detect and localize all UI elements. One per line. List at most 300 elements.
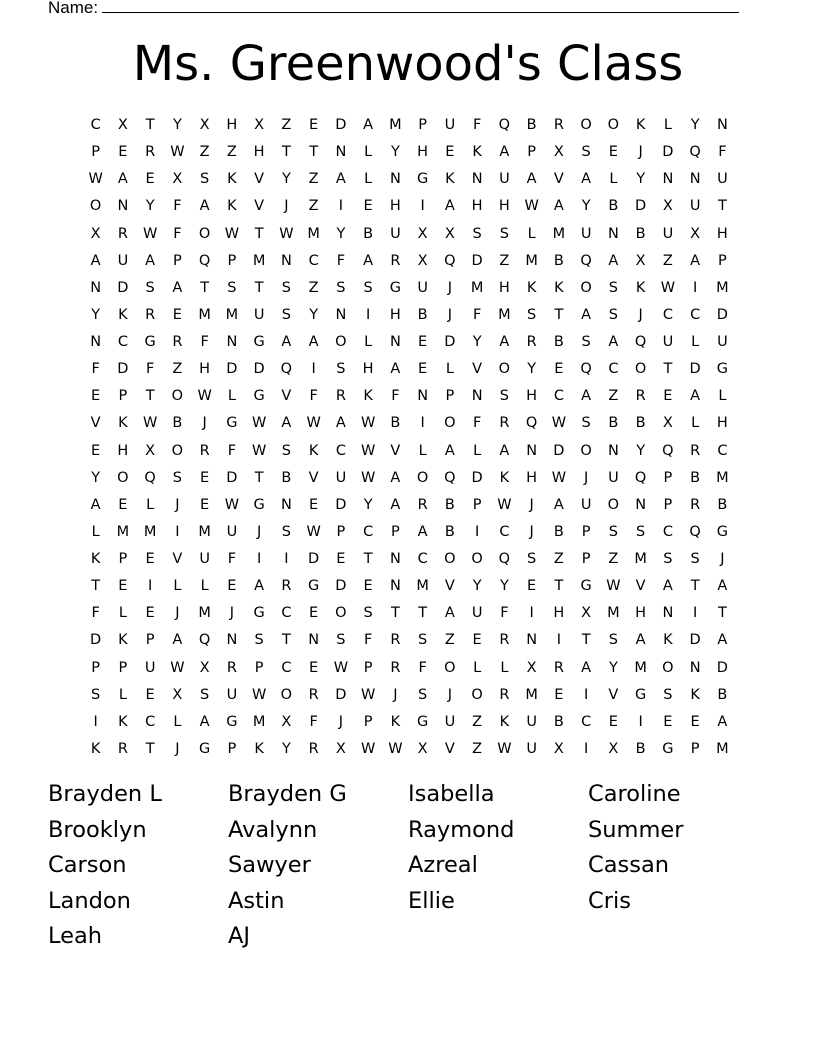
grid-cell: A — [390, 361, 401, 378]
grid-cell: B — [553, 713, 564, 730]
grid-cell: I — [474, 523, 480, 540]
grid-cell: V — [254, 171, 265, 188]
grid-cell: D — [471, 469, 483, 486]
grid-cell: Y — [172, 117, 182, 133]
grid-row — [82, 248, 736, 275]
grid-cell: G — [635, 686, 647, 703]
grid-row — [82, 356, 736, 383]
grid-cell: S — [581, 334, 591, 350]
grid-cell: D — [335, 686, 347, 703]
grid-row — [82, 573, 736, 600]
grid-cell: G — [226, 415, 238, 432]
grid-cell: U — [226, 523, 238, 540]
grid-cell: J — [447, 279, 453, 296]
grid-cell: J — [720, 551, 725, 567]
name-field — [48, 0, 739, 18]
grid-cell: E — [309, 117, 319, 133]
grid-cell: M — [716, 740, 729, 757]
grid-cell: S — [281, 442, 291, 459]
grid-cell: M — [634, 659, 647, 676]
grid-cell: L — [527, 225, 536, 242]
grid-cell: C — [281, 659, 292, 676]
grid-cell: L — [200, 578, 209, 595]
grid-cell: A — [581, 171, 592, 188]
grid-cell: U — [226, 686, 238, 703]
grid-cell: G — [253, 334, 265, 350]
grid-row — [82, 546, 736, 573]
grid-cell: S — [608, 279, 618, 296]
grid-cell: Z — [281, 117, 292, 133]
grid-cell: P — [418, 117, 427, 133]
grid-cell: G — [716, 523, 728, 540]
grid-cell: W — [306, 523, 321, 540]
grid-cell: L — [418, 442, 427, 459]
grid-cell: J — [175, 740, 180, 757]
grid-cell: D — [226, 361, 238, 378]
grid-cell: A — [363, 117, 374, 133]
word-list-item: Azreal — [408, 852, 478, 878]
grid-cell: N — [389, 578, 401, 595]
grid-cell: N — [526, 442, 538, 459]
grid-cell: G — [716, 361, 728, 378]
grid-cell: T — [418, 605, 428, 622]
grid-cell: Q — [580, 252, 592, 269]
grid-cell: W — [251, 415, 267, 432]
grid-cell: L — [364, 334, 373, 350]
grid-cell: B — [553, 252, 564, 269]
grid-cell: C — [581, 713, 592, 730]
grid-cell: G — [417, 713, 429, 730]
grid-cell: Y — [91, 306, 101, 323]
grid-cell: I — [311, 361, 316, 378]
grid-cell: D — [716, 659, 728, 676]
grid-cell: W — [306, 415, 321, 432]
grid-cell: H — [253, 144, 265, 161]
grid-cell: D — [335, 496, 347, 513]
grid-cell: F — [336, 252, 346, 269]
grid-cell: X — [417, 225, 428, 242]
grid-row — [82, 438, 736, 465]
grid-cell: I — [365, 306, 371, 323]
grid-cell: C — [717, 442, 728, 459]
grid-cell: Z — [444, 632, 455, 649]
grid-cell: R — [199, 442, 210, 459]
grid-cell: T — [717, 605, 727, 622]
grid-cell: C — [90, 117, 101, 133]
grid-cell: A — [717, 713, 728, 730]
grid-cell: T — [663, 361, 673, 378]
grid-cell: L — [691, 415, 700, 432]
grid-cell: Q — [198, 252, 211, 269]
grid-cell: O — [471, 551, 483, 567]
grid-cell: J — [638, 144, 643, 161]
grid-cell: N — [308, 632, 320, 649]
grid-cell: W — [88, 171, 103, 188]
grid-cell: I — [583, 740, 589, 757]
page-title: Ms. Greenwood's Class — [132, 36, 684, 92]
grid-cell: Z — [308, 198, 319, 215]
grid-cell: Z — [226, 144, 237, 161]
grid-cell: S — [636, 523, 646, 540]
grid-cell: D — [444, 334, 456, 350]
grid-cell: D — [471, 252, 483, 269]
grid-cell: M — [716, 469, 729, 486]
grid-cell: F — [91, 361, 100, 378]
grid-cell: T — [690, 578, 700, 595]
grid-cell: R — [226, 659, 237, 676]
grid-cell: C — [308, 252, 319, 269]
grid-cell: H — [389, 306, 401, 323]
grid-cell: A — [254, 578, 265, 595]
grid-cell: Z — [608, 551, 619, 567]
grid-cell: A — [172, 279, 183, 296]
grid-cell: T — [363, 551, 373, 567]
grid-cell: Z — [662, 252, 673, 269]
grid-cell: R — [499, 686, 510, 703]
grid-cell: E — [554, 686, 564, 703]
grid-cell: H — [362, 361, 374, 378]
grid-cell: M — [498, 306, 511, 323]
grid-cell: C — [117, 334, 128, 350]
grid-cell: U — [117, 252, 129, 269]
grid-cell: P — [445, 388, 455, 405]
grid-cell: M — [143, 523, 157, 540]
grid-cell: P — [91, 659, 100, 676]
grid-cell: S — [91, 686, 101, 703]
grid-cell: N — [471, 171, 483, 188]
grid-cell: J — [338, 713, 344, 730]
grid-cell: J — [529, 523, 534, 540]
grid-cell: T — [254, 225, 264, 242]
grid-cell: U — [526, 713, 537, 730]
grid-cell: Q — [198, 632, 211, 649]
grid-cell: U — [662, 225, 674, 242]
grid-cell: S — [336, 632, 346, 649]
grid-cell: C — [363, 523, 374, 540]
grid-cell: A — [90, 252, 101, 269]
grid-cell: W — [279, 225, 294, 242]
grid-cell: U — [717, 171, 728, 188]
grid-row — [82, 682, 736, 709]
grid-cell: P — [336, 523, 346, 540]
grid-cell: S — [200, 686, 210, 703]
grid-cell: Y — [636, 442, 646, 459]
grid-cell: U — [144, 659, 156, 676]
grid-cell: R — [690, 496, 701, 513]
grid-cell: Y — [527, 361, 537, 378]
grid-cell: T — [145, 388, 155, 405]
grid-cell: P — [527, 144, 536, 161]
grid-cell: H — [635, 605, 647, 622]
grid-cell: P — [363, 713, 373, 730]
grid-cell: Y — [608, 659, 618, 676]
grid-cell: Q — [444, 469, 456, 486]
grid-cell: U — [390, 225, 401, 242]
grid-cell: T — [554, 578, 564, 595]
word-list-item: Carson — [48, 852, 127, 878]
grid-cell: G — [389, 279, 401, 296]
grid-cell: B — [417, 306, 428, 323]
grid-row — [82, 139, 736, 166]
grid-cell: A — [417, 523, 428, 540]
grid-cell: F — [718, 144, 727, 161]
grid-cell: W — [197, 388, 212, 405]
grid-cell: Z — [308, 279, 319, 296]
grid-cell: L — [663, 117, 672, 133]
grid-cell: C — [281, 605, 292, 622]
grid-cell: H — [199, 361, 211, 378]
grid-cell: N — [662, 605, 674, 622]
grid-cell: P — [227, 740, 237, 757]
grid-cell: M — [525, 686, 538, 703]
grid-cell: S — [336, 279, 346, 296]
grid-cell: R — [417, 496, 428, 513]
grid-cell: M — [416, 578, 429, 595]
grid-cell: K — [227, 171, 237, 188]
grid-cell: S — [145, 279, 155, 296]
grid-cell: H — [526, 388, 538, 405]
grid-cell: Z — [472, 740, 483, 757]
grid-cell: S — [663, 686, 673, 703]
grid-cell: U — [335, 469, 347, 486]
grid-cell: U — [417, 279, 428, 296]
grid-cell: W — [388, 740, 403, 757]
grid-cell: A — [717, 632, 728, 649]
grid-cell: Z — [308, 171, 319, 188]
grid-cell: K — [445, 171, 455, 188]
grid-cell: U — [526, 740, 537, 757]
grid-cell: R — [499, 632, 510, 649]
grid-cell: T — [281, 144, 291, 161]
grid-cell: C — [662, 523, 673, 540]
grid-cell: B — [444, 523, 455, 540]
grid-cell: N — [471, 388, 483, 405]
grid-cell: C — [335, 442, 346, 459]
grid-cell: R — [390, 632, 401, 649]
grid-cell: J — [256, 523, 262, 540]
grid-cell: A — [553, 496, 564, 513]
word-list-item: Cris — [588, 887, 631, 914]
grid-cell: A — [390, 469, 401, 486]
grid-cell: D — [662, 144, 674, 161]
grid-cell: Z — [608, 388, 619, 405]
grid-cell: O — [171, 442, 184, 459]
grid-row — [82, 275, 736, 302]
grid-cell: Q — [580, 361, 592, 378]
grid-cell: X — [690, 225, 701, 242]
grid-cell: L — [691, 334, 700, 350]
grid-cell: S — [363, 605, 373, 622]
grid-cell: P — [145, 632, 155, 649]
grid-cell: O — [416, 469, 429, 486]
grid-cell: W — [224, 225, 240, 242]
grid-cell: T — [309, 144, 319, 161]
grid-cell: C — [690, 306, 701, 323]
grid-cell: K — [118, 306, 128, 323]
grid-cell: D — [226, 469, 238, 486]
grid-cell: Z — [553, 551, 564, 567]
grid-cell: U — [689, 198, 701, 215]
grid-cell: H — [117, 442, 129, 459]
grid-cell: L — [473, 659, 482, 676]
grid-cell: K — [118, 713, 128, 730]
grid-cell: V — [281, 388, 292, 405]
grid-cell: E — [363, 578, 373, 595]
grid-cell: S — [581, 415, 591, 432]
grid-cell: O — [171, 388, 184, 405]
grid-cell: G — [253, 605, 265, 622]
grid-cell: J — [202, 415, 207, 432]
grid-cell: L — [173, 578, 182, 595]
grid-cell: U — [580, 225, 592, 242]
grid-cell: M — [198, 306, 211, 323]
grid-cell: A — [499, 442, 510, 459]
grid-cell: A — [281, 334, 292, 350]
grid-cell: K — [635, 117, 646, 133]
grid-cell: A — [444, 442, 455, 459]
grid-cell: H — [226, 117, 238, 133]
grid-cell: I — [147, 578, 153, 595]
grid-cell: S — [608, 306, 618, 323]
grid-cell: J — [529, 496, 534, 513]
grid-cell: H — [471, 198, 483, 215]
grid-cell: E — [554, 361, 564, 378]
grid-cell: B — [608, 198, 619, 215]
grid-cell: E — [608, 144, 618, 161]
grid-cell: E — [445, 144, 455, 161]
grid-cell: M — [470, 279, 484, 296]
grid-cell: H — [417, 144, 429, 161]
grid-cell: H — [526, 469, 538, 486]
grid-cell: O — [634, 361, 647, 378]
grid-cell: A — [390, 496, 401, 513]
grid-cell: E — [608, 713, 618, 730]
grid-cell: V — [635, 578, 646, 595]
grid-cell: M — [389, 117, 402, 133]
grid-cell: I — [556, 632, 562, 649]
grid-cell: R — [526, 334, 537, 350]
grid-cell: O — [662, 659, 674, 676]
grid-cell: X — [199, 117, 210, 133]
grid-cell: V — [444, 578, 455, 595]
grid-cell: S — [418, 686, 428, 703]
grid-cell: S — [499, 388, 509, 405]
grid-cell: B — [526, 117, 537, 133]
grid-cell: X — [281, 713, 292, 730]
grid-cell: M — [252, 713, 266, 730]
grid-cell: O — [607, 496, 620, 513]
grid-cell: U — [444, 713, 456, 730]
grid-cell: S — [499, 225, 509, 242]
grid-cell: N — [335, 306, 347, 323]
name-underline — [102, 0, 739, 13]
grid-cell: W — [360, 442, 376, 459]
grid-cell: Y — [472, 334, 482, 350]
grid-cell: A — [117, 171, 128, 188]
grid-cell: W — [360, 415, 376, 432]
grid-cell: W — [551, 415, 567, 432]
grid-cell: P — [118, 551, 128, 567]
grid-cell: K — [554, 279, 564, 296]
grid-cell: R — [390, 659, 401, 676]
grid-cell: X — [90, 225, 101, 242]
grid-cell: D — [308, 551, 320, 567]
grid-cell: S — [418, 632, 428, 649]
grid-cell: W — [497, 740, 512, 757]
grid-cell: N — [389, 551, 401, 567]
word-list-item: Landon — [48, 887, 131, 914]
grid-cell: J — [175, 605, 180, 622]
grid-cell: K — [390, 713, 401, 730]
grid-cell: O — [117, 469, 129, 486]
grid-cell: I — [529, 605, 534, 622]
grid-cell: B — [363, 225, 374, 242]
grid-cell: D — [253, 361, 265, 378]
grid-cell: W — [333, 659, 349, 676]
grid-cell: L — [91, 523, 100, 540]
grid-cell: S — [472, 225, 482, 242]
grid-cell: D — [335, 578, 347, 595]
grid-cell: N — [90, 334, 102, 350]
grid-cell: S — [527, 551, 537, 567]
grid-row — [82, 736, 736, 763]
grid-cell: N — [716, 117, 728, 133]
grid-cell: N — [526, 632, 538, 649]
grid-cell: Q — [498, 117, 511, 133]
grid-cell: R — [553, 659, 564, 676]
grid-cell: N — [226, 632, 238, 649]
grid-cell: H — [498, 279, 510, 296]
grid-cell: F — [472, 415, 482, 432]
grid-cell: X — [172, 686, 183, 703]
grid-row — [82, 193, 736, 220]
grid-cell: O — [580, 442, 592, 459]
grid-cell: B — [690, 469, 701, 486]
grid-cell: Q — [689, 144, 701, 161]
grid-cell: P — [173, 252, 182, 269]
grid-cell: X — [199, 659, 210, 676]
grid-cell: Y — [281, 740, 291, 757]
grid-cell: X — [581, 605, 592, 622]
grid-cell: L — [227, 388, 236, 405]
grid-cell: Y — [581, 198, 591, 215]
grid-cell: L — [500, 659, 509, 676]
grid-cell: T — [254, 469, 264, 486]
grid-cell: O — [335, 334, 347, 350]
grid-cell: W — [606, 578, 621, 595]
grid-cell: L — [118, 686, 127, 703]
grid-cell: Q — [634, 469, 647, 486]
name-label: Name: — [48, 0, 99, 17]
grid-cell: H — [553, 605, 565, 622]
grid-cell: Q — [444, 252, 456, 269]
grid-cell: L — [718, 388, 727, 405]
grid-cell: A — [581, 388, 592, 405]
grid-cell: K — [118, 632, 128, 649]
grid-cell: B — [635, 415, 646, 432]
grid-cell: M — [552, 225, 566, 242]
grid-cell: M — [307, 225, 320, 242]
grid-cell: Y — [390, 144, 400, 161]
grid-cell: X — [145, 442, 156, 459]
grid-cell: D — [553, 442, 565, 459]
grid-cell: M — [252, 252, 266, 269]
grid-cell: F — [363, 632, 373, 649]
grid-cell: E — [418, 334, 428, 350]
grid-cell: K — [254, 740, 264, 757]
grid-cell: G — [417, 171, 429, 188]
grid-cell: N — [389, 171, 401, 188]
